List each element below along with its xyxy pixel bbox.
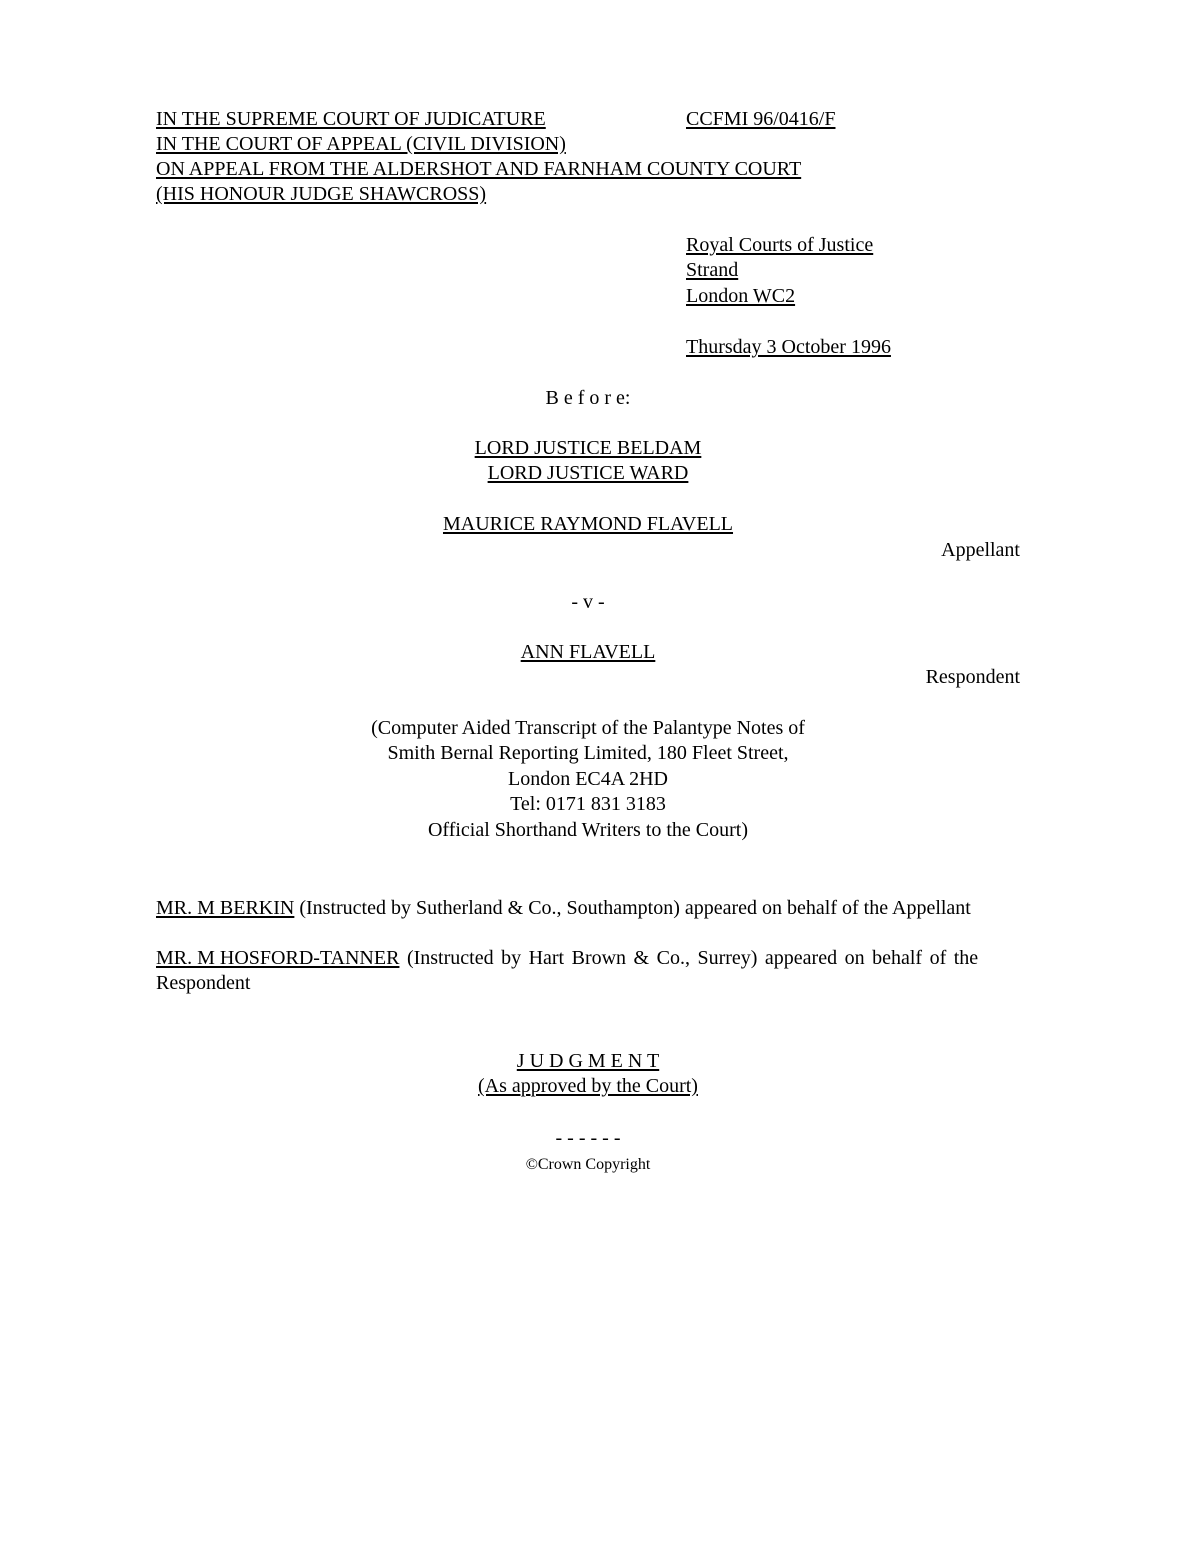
location-line-1: Royal Courts of Justice (686, 234, 874, 256)
appellant-name: MAURICE RAYMOND FLAVELL (442, 513, 734, 535)
judgment-subtitle: (As approved by the Court) (478, 1075, 698, 1097)
respondent-role: Respondent (925, 666, 1020, 688)
court-line-2: IN THE COURT OF APPEAL (CIVIL DIVISION) (156, 133, 566, 155)
court-line-4: (HIS HONOUR JUDGE SHAWCROSS) (156, 183, 487, 205)
counsel-appellant (156, 896, 971, 921)
counsel-appellant-name: MR. M BERKIN (156, 897, 295, 919)
before-label: B e f o r e: (545, 387, 631, 409)
judgment-title: J U D G M E N T (516, 1050, 660, 1072)
transcript-line-1: (Computer Aided Transcript of the Palantype Notes of (371, 717, 805, 739)
court-line-3: ON APPEAL FROM THE ALDERSHOT AND FARNHAM COUNTY COURT (156, 158, 802, 180)
counsel-respondent-text: (Instructed by Hart Brown & Co., Surrey) appeared on behalf of the (399, 947, 979, 969)
separator: - - - - - - (555, 1127, 621, 1149)
transcript-line-4: Tel: 0171 831 3183 (510, 793, 666, 815)
location-line-2: Strand (686, 259, 739, 281)
transcript-line-5: Official Shorthand Writers to the Court) (427, 819, 749, 841)
transcript-line-3: London EC4A 2HD (508, 768, 668, 790)
appellant-role: Appellant (941, 539, 1020, 561)
copyright: ©Crown Copyright (525, 1156, 651, 1173)
case-number: CCFMI 96/0416/F (686, 108, 836, 130)
counsel-appellant-text: (Instructed by Sutherland & Co., Southampton) appeared on behalf of the Appellant (294, 897, 971, 919)
counsel-respondent-text-continued: Respondent (156, 972, 251, 994)
versus: - v - (571, 591, 605, 613)
transcript-line-2: Smith Bernal Reporting Limited, 180 Fleet Street, (387, 742, 789, 764)
location-line-3: London WC2 (686, 285, 796, 307)
hearing-date: Thursday 3 October 1996 (686, 336, 891, 358)
counsel-respondent (156, 946, 978, 971)
judge-2: LORD JUSTICE WARD (487, 462, 689, 484)
counsel-respondent-name: MR. M HOSFORD-TANNER (156, 947, 400, 969)
court-line-1: IN THE SUPREME COURT OF JUDICATURE (156, 108, 546, 130)
respondent-name: ANN FLAVELL (520, 641, 656, 663)
judge-1: LORD JUSTICE BELDAM (474, 437, 702, 459)
